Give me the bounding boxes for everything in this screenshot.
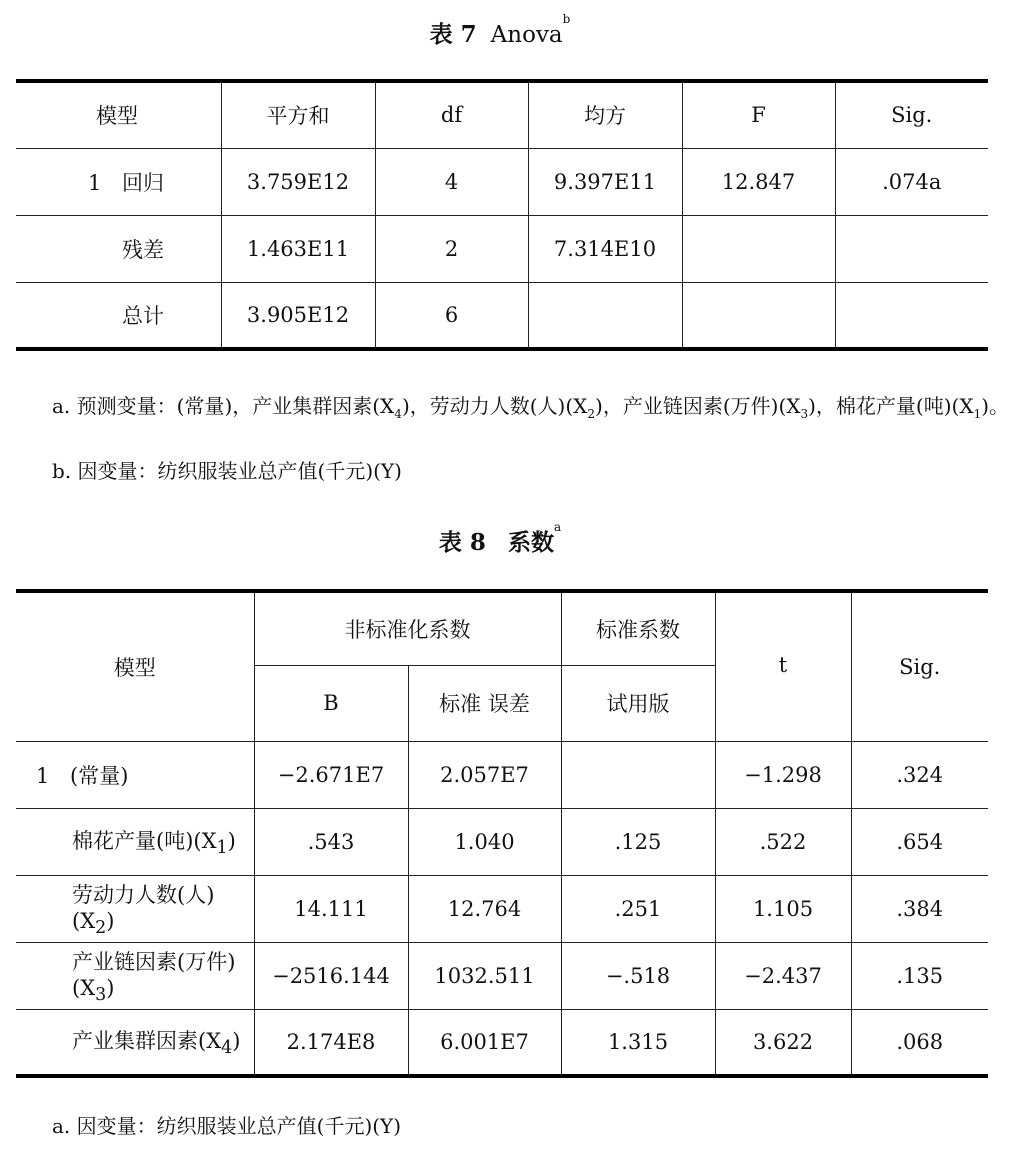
anova-cell-mean-sq <box>528 282 682 349</box>
note-text: a. 预测变量：(常量)，产业集群因素(X <box>52 394 395 418</box>
coef-row-label: 劳动力人数(人)(X <box>72 882 215 933</box>
coef-cell-beta: −.518 <box>561 942 715 1009</box>
anova-row-label: 总计 <box>16 282 221 349</box>
coef-row-label: 产业集群因素(X <box>72 1029 222 1054</box>
coef-row-label-suffix: ) <box>232 1029 241 1054</box>
anova-cell-sig: .074a <box>835 148 988 215</box>
table7-title-sup: b <box>562 12 571 26</box>
table7-label: 表 7 <box>429 21 477 48</box>
coef-cell-b: 2.174E8 <box>254 1009 408 1076</box>
anova-table <box>16 79 988 351</box>
anova-row-label: 回归 <box>122 170 164 195</box>
coef-row-label: 产业链因素(万件)(X <box>72 949 236 1000</box>
anova-cell-df: 6 <box>375 282 528 349</box>
table8-title: 系数 <box>507 529 554 556</box>
coef-cell-sig: .654 <box>851 808 988 875</box>
coef-row-industry-cluster <box>16 1009 988 1076</box>
coef-cell-std-error: 1.040 <box>408 808 561 875</box>
anova-header-sig: Sig. <box>835 81 988 148</box>
anova-cell-df: 2 <box>375 215 528 282</box>
coef-header-model: 模型 <box>16 591 254 741</box>
table8-caption <box>0 520 1000 557</box>
coef-header-std-error: 标准 误差 <box>408 665 561 741</box>
coef-cell-t: .522 <box>715 808 851 875</box>
coef-header-beta: 试用版 <box>561 665 715 741</box>
coef-cell-sig: .384 <box>851 875 988 942</box>
coef-cell-b: .543 <box>254 808 408 875</box>
coef-header-sig: Sig. <box>851 591 988 741</box>
coef-row-labor <box>16 875 988 942</box>
table7-caption <box>0 12 1000 49</box>
coef-cell-std-error: 6.001E7 <box>408 1009 561 1076</box>
anova-cell-sig <box>835 215 988 282</box>
table8-label: 表 8 <box>438 529 486 556</box>
coef-row-label-cell <box>16 808 254 875</box>
coef-row-label-cell <box>16 741 254 808</box>
anova-row-regression <box>16 148 988 215</box>
coef-cell-std-error: 12.764 <box>408 875 561 942</box>
anova-row-label-cell <box>16 148 221 215</box>
coef-header-standardized: 标准系数 <box>561 591 715 665</box>
coef-row-constant <box>16 741 988 808</box>
coef-cell-beta: .251 <box>561 875 715 942</box>
anova-cell-sig <box>835 282 988 349</box>
coef-row-label-sub: 2 <box>95 918 107 939</box>
anova-cell-f <box>682 282 835 349</box>
coef-row-label-sub: 1 <box>216 838 228 859</box>
coef-cell-b: 14.111 <box>254 875 408 942</box>
coef-row-label-suffix: ) <box>106 908 115 933</box>
coef-cell-std-error: 2.057E7 <box>408 741 561 808</box>
note-subscript: 2 <box>587 407 596 421</box>
coef-row-label-sub: 4 <box>221 1038 233 1059</box>
coef-model-number: 1 <box>36 763 50 788</box>
anova-cell-f: 12.847 <box>682 148 835 215</box>
anova-note-a <box>52 390 1009 421</box>
coef-cell-sig: .068 <box>851 1009 988 1076</box>
coef-row-label-cell <box>16 942 254 1009</box>
anova-cell-df: 4 <box>375 148 528 215</box>
coef-header-unstandardized: 非标准化系数 <box>254 591 561 665</box>
coef-cell-beta: 1.315 <box>561 1009 715 1076</box>
note-text: )，棉花产量(吨)(X <box>808 394 974 418</box>
coef-cell-t: −2.437 <box>715 942 851 1009</box>
note-text: )，产业链因素(万件)(X <box>595 394 801 418</box>
coef-row-industry-chain <box>16 942 988 1009</box>
anova-header-sum-sq: 平方和 <box>221 81 375 148</box>
table7-title: Anova <box>490 22 563 48</box>
coef-row-label-suffix: ) <box>106 975 115 1000</box>
anova-header-mean-sq: 均方 <box>528 81 682 148</box>
anova-row-label: 残差 <box>16 215 221 282</box>
anova-cell-sum-sq: 3.759E12 <box>221 148 375 215</box>
coefficients-table <box>16 589 988 1078</box>
anova-row-total <box>16 282 988 349</box>
anova-model-number: 1 <box>88 170 102 195</box>
anova-row-residual <box>16 215 988 282</box>
coef-cell-beta: .125 <box>561 808 715 875</box>
note-subscript: 3 <box>800 407 809 421</box>
table8-title-sup: a <box>553 520 562 534</box>
coef-cell-b: −2.671E7 <box>254 741 408 808</box>
anova-cell-f <box>682 215 835 282</box>
anova-header-f: F <box>682 81 835 148</box>
anova-cell-mean-sq: 9.397E11 <box>528 148 682 215</box>
anova-cell-sum-sq: 1.463E11 <box>221 215 375 282</box>
coef-cell-t: 1.105 <box>715 875 851 942</box>
anova-header-model: 模型 <box>16 81 221 148</box>
coef-row-label-cell <box>16 875 254 942</box>
coef-cell-t: −1.298 <box>715 741 851 808</box>
coef-row-cotton <box>16 808 988 875</box>
anova-header-row <box>16 81 988 148</box>
coef-header-row-1 <box>16 591 988 665</box>
coef-cell-sig: .324 <box>851 741 988 808</box>
note-subscript: 1 <box>973 407 982 421</box>
coef-header-b: B <box>254 665 408 741</box>
coef-row-label-sub: 3 <box>95 985 107 1006</box>
coef-row-label: (常量) <box>70 763 129 788</box>
coef-cell-std-error: 1032.511 <box>408 942 561 1009</box>
anova-header-df: df <box>375 81 528 148</box>
anova-cell-mean-sq: 7.314E10 <box>528 215 682 282</box>
note-subscript: 4 <box>394 407 402 421</box>
coef-note-a: a. 因变量：纺织服装业总产值(千元)(Y) <box>52 1114 402 1138</box>
coef-cell-beta <box>561 741 715 808</box>
anova-note-b: b. 因变量：纺织服装业总产值(千元)(Y) <box>52 459 402 483</box>
coef-row-label-suffix: ) <box>227 828 236 853</box>
coef-row-label-cell <box>16 1009 254 1076</box>
coef-cell-b: −2516.144 <box>254 942 408 1009</box>
coef-header-t: t <box>715 591 851 741</box>
anova-cell-sum-sq: 3.905E12 <box>221 282 375 349</box>
coef-cell-t: 3.622 <box>715 1009 851 1076</box>
note-text: )。 <box>981 394 1009 418</box>
coef-row-label: 棉花产量(吨)(X <box>72 828 217 853</box>
note-text: )，劳动力人数(人)(X <box>401 394 588 418</box>
coef-cell-sig: .135 <box>851 942 988 1009</box>
